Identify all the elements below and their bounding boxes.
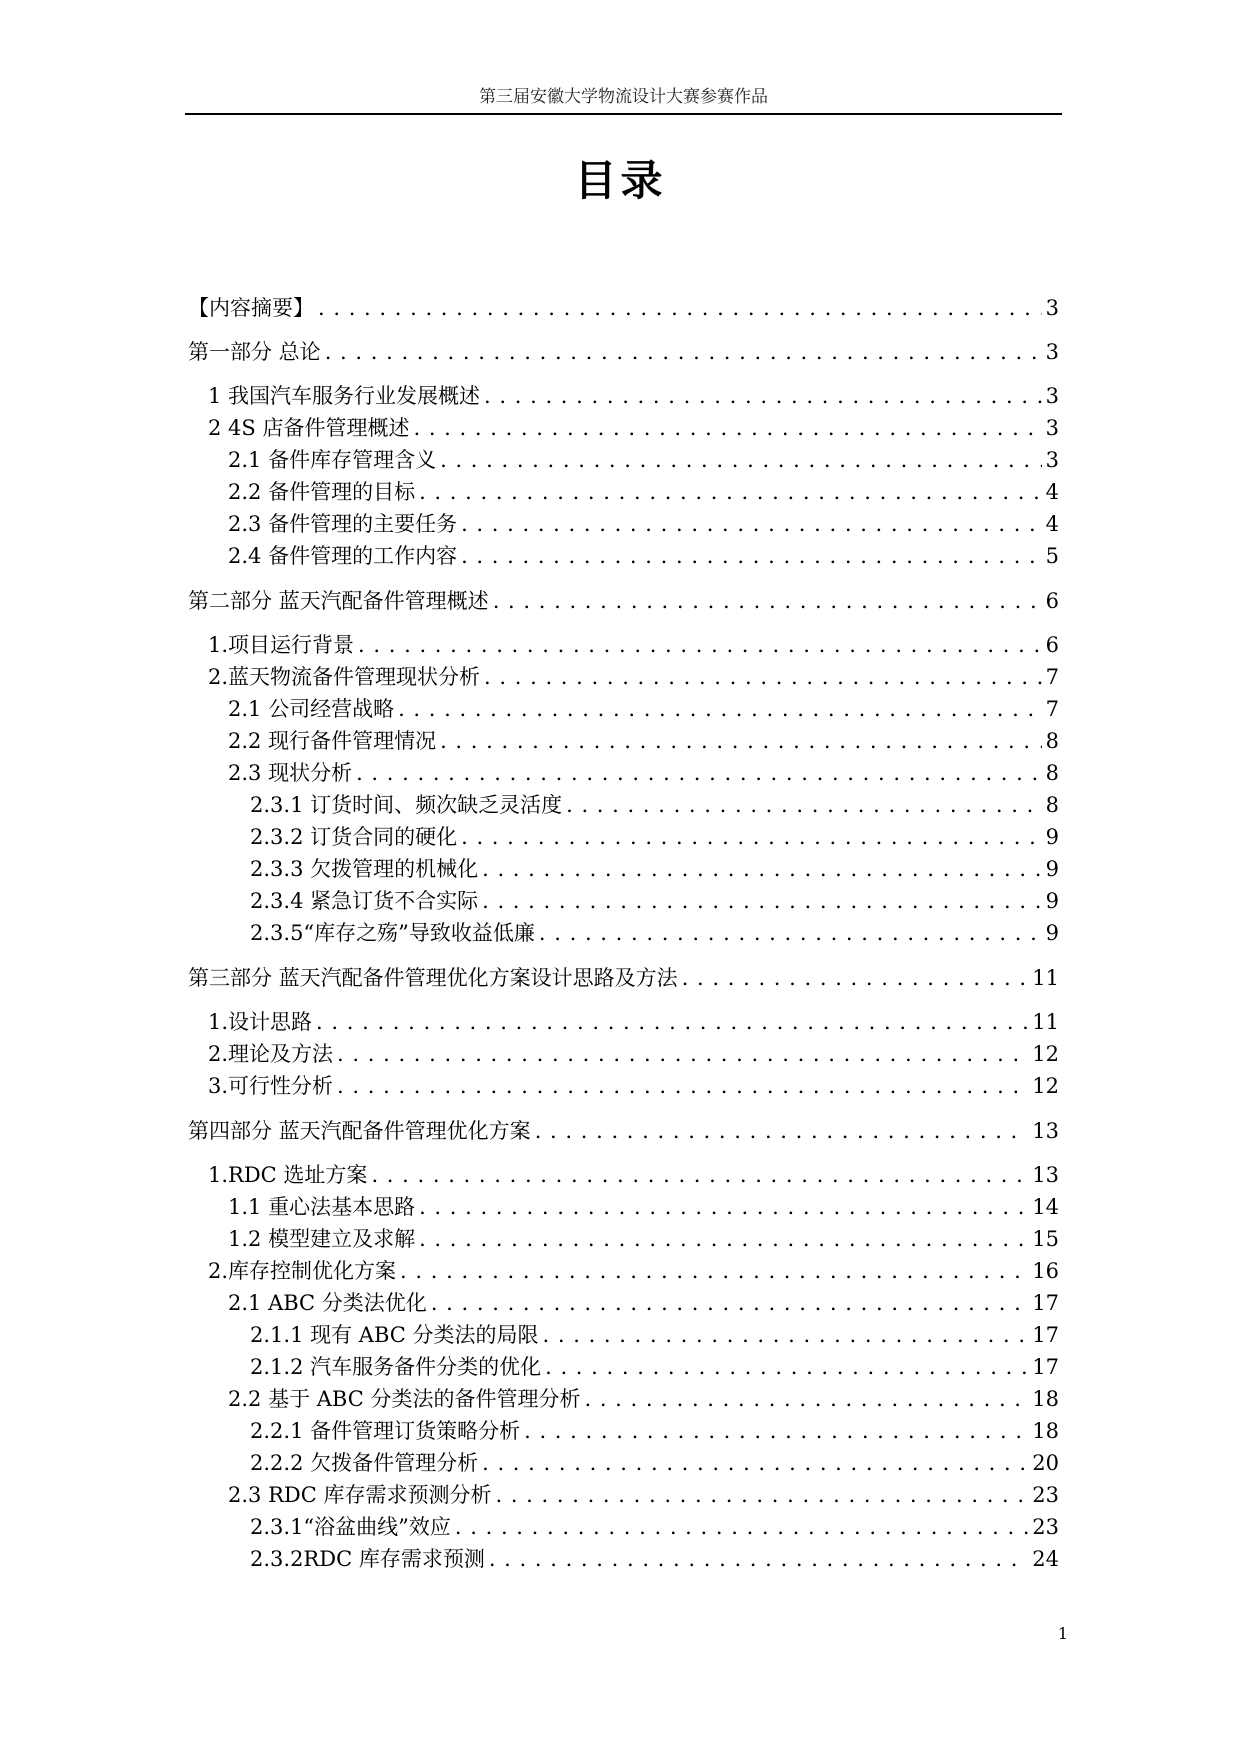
toc-entry-text: 1.项目运行背景 xyxy=(208,633,355,657)
toc-entry-text: 3.可行性分析 xyxy=(208,1074,334,1098)
toc-entry[interactable] xyxy=(208,1160,1059,1190)
toc-entry-text: 第三部分 蓝天汽配备件管理优化方案设计思路及方法 xyxy=(188,966,678,990)
dot-leader xyxy=(419,1192,1028,1222)
toc-page-number: 3 xyxy=(1045,384,1059,408)
toc-page-number: 18 xyxy=(1032,1419,1059,1443)
toc-page-number: 13 xyxy=(1032,1119,1059,1143)
toc-page-number: 15 xyxy=(1032,1227,1059,1251)
toc-entry-text: 2.3.4 紧急订货不合实际 xyxy=(250,889,479,913)
toc-entry[interactable] xyxy=(208,1256,1059,1286)
toc-entry-text: 第二部分 蓝天汽配备件管理概述 xyxy=(188,589,489,613)
toc-entry[interactable] xyxy=(228,1192,1059,1222)
toc-entry-text: 1.2 模型建立及求解 xyxy=(228,1227,416,1251)
toc-entry[interactable] xyxy=(228,1224,1059,1254)
dot-leader xyxy=(440,726,1042,756)
dot-leader xyxy=(545,1352,1028,1382)
toc-page-number: 8 xyxy=(1045,729,1059,753)
dot-leader xyxy=(461,509,1042,539)
dot-leader xyxy=(584,1384,1028,1414)
toc-entry-text: 2.3.2RDC 库存需求预测 xyxy=(250,1547,485,1571)
toc-entry[interactable] xyxy=(250,918,1059,948)
toc-entry-text: 2.2 现行备件管理情况 xyxy=(228,729,437,753)
dot-leader xyxy=(318,293,1042,323)
toc-page-number: 6 xyxy=(1045,633,1059,657)
dot-leader xyxy=(539,918,1042,948)
dot-leader xyxy=(358,630,1042,660)
toc-entry[interactable] xyxy=(208,381,1059,411)
toc-page-number: 17 xyxy=(1032,1355,1059,1379)
toc-entry[interactable] xyxy=(228,1384,1059,1414)
dot-leader xyxy=(356,758,1042,788)
toc-page-number: 23 xyxy=(1032,1515,1059,1539)
dot-leader xyxy=(524,1416,1028,1446)
toc-entry[interactable] xyxy=(250,1320,1059,1350)
toc-entry[interactable] xyxy=(208,662,1059,692)
toc-entry[interactable] xyxy=(250,886,1059,916)
dot-leader xyxy=(493,586,1042,616)
dot-leader xyxy=(566,790,1042,820)
dot-leader xyxy=(455,1512,1028,1542)
dot-leader xyxy=(484,381,1042,411)
toc-page-number: 12 xyxy=(1032,1042,1059,1066)
toc-page-number: 5 xyxy=(1045,544,1059,568)
dot-leader xyxy=(419,477,1042,507)
dot-leader xyxy=(482,854,1042,884)
toc-entry[interactable] xyxy=(208,413,1059,443)
toc-page-number: 8 xyxy=(1045,761,1059,785)
toc-page-number: 3 xyxy=(1045,416,1059,440)
toc-entry-text: 2.1 备件库存管理含义 xyxy=(228,448,437,472)
toc-entry-part2[interactable] xyxy=(188,586,1059,616)
toc-page-number: 4 xyxy=(1045,480,1059,504)
toc-entry-part1[interactable] xyxy=(188,337,1059,367)
toc-entry-text: 1.1 重心法基本思路 xyxy=(228,1195,416,1219)
toc-page-number: 18 xyxy=(1032,1387,1059,1411)
toc-page-number: 4 xyxy=(1045,512,1059,536)
dot-leader xyxy=(431,1288,1028,1318)
toc-entry-text: 2.3.2 订货合同的硬化 xyxy=(250,825,458,849)
toc-entry[interactable] xyxy=(250,1448,1059,1478)
toc-entry-text: 2.3 备件管理的主要任务 xyxy=(228,512,458,536)
dot-leader xyxy=(484,662,1042,692)
toc-entry-text: 2.1.2 汽车服务备件分类的优化 xyxy=(250,1355,542,1379)
toc-entry-text: 2 4S 店备件管理概述 xyxy=(208,416,410,440)
toc-entry[interactable] xyxy=(228,541,1059,571)
toc-page-number: 3 xyxy=(1045,340,1059,364)
toc-entry[interactable] xyxy=(228,509,1059,539)
toc-entry[interactable] xyxy=(250,790,1059,820)
toc-entry-text: 2.3 RDC 库存需求预测分析 xyxy=(228,1483,492,1507)
toc-entry-text: 第一部分 总论 xyxy=(188,340,321,364)
toc-entry[interactable] xyxy=(228,758,1059,788)
toc-page-number: 3 xyxy=(1045,296,1059,320)
toc-page-number: 11 xyxy=(1032,966,1059,990)
toc-page-number: 13 xyxy=(1032,1163,1059,1187)
toc-entry-text: 2.2 基于 ABC 分类法的备件管理分析 xyxy=(228,1387,581,1411)
toc-entry[interactable] xyxy=(228,726,1059,756)
toc-entry-text: 2.4 备件管理的工作内容 xyxy=(228,544,458,568)
toc-entry-text: 2.库存控制优化方案 xyxy=(208,1259,397,1283)
toc-page-number: 11 xyxy=(1032,1010,1059,1034)
toc-entry[interactable] xyxy=(208,630,1059,660)
toc-page-number: 16 xyxy=(1032,1259,1059,1283)
toc-entry-text: 2.3.1“浴盆曲线”效应 xyxy=(250,1515,451,1539)
dot-leader xyxy=(482,1448,1028,1478)
toc-entry[interactable] xyxy=(250,822,1059,852)
dot-leader xyxy=(371,1160,1028,1190)
toc-page-number: 9 xyxy=(1045,921,1059,945)
toc-page-number: 20 xyxy=(1032,1451,1059,1475)
toc-entry-text: 【内容摘要】 xyxy=(188,296,314,320)
toc-page-number: 17 xyxy=(1032,1323,1059,1347)
toc-page-number: 7 xyxy=(1045,665,1059,689)
dot-leader xyxy=(682,963,1029,993)
dot-leader xyxy=(413,413,1041,443)
dot-leader xyxy=(495,1480,1028,1510)
toc-page-number: 24 xyxy=(1032,1547,1059,1571)
toc-page-number: 17 xyxy=(1032,1291,1059,1315)
toc-entry[interactable] xyxy=(250,1544,1059,1574)
toc-page-number: 8 xyxy=(1045,793,1059,817)
page-number: 1 xyxy=(1057,1624,1068,1643)
dot-leader xyxy=(419,1224,1028,1254)
toc-page-number: 7 xyxy=(1045,697,1059,721)
dot-leader xyxy=(489,1544,1028,1574)
toc-entry-text: 2.1.1 现有 ABC 分类法的局限 xyxy=(250,1323,539,1347)
toc-page-number: 9 xyxy=(1045,857,1059,881)
toc-page-number: 3 xyxy=(1045,448,1059,472)
toc-entry-text: 2.2 备件管理的目标 xyxy=(228,480,416,504)
toc-entry-text: 2.2.2 欠拨备件管理分析 xyxy=(250,1451,479,1475)
toc-entry-abstract[interactable] xyxy=(188,293,1059,323)
dot-leader xyxy=(337,1071,1028,1101)
toc-page-number: 9 xyxy=(1045,825,1059,849)
toc-entry[interactable] xyxy=(228,1480,1059,1510)
dot-leader xyxy=(535,1116,1029,1146)
dot-leader xyxy=(337,1039,1028,1069)
toc-entry-part3[interactable] xyxy=(188,963,1059,993)
toc-entry-text: 2.3 现状分析 xyxy=(228,761,353,785)
toc-entry-text: 2.理论及方法 xyxy=(208,1042,334,1066)
toc-page-number: 12 xyxy=(1032,1074,1059,1098)
toc-entry-text: 1.设计思路 xyxy=(208,1010,313,1034)
toc-page-number: 14 xyxy=(1032,1195,1059,1219)
dot-leader xyxy=(316,1007,1028,1037)
toc-entry[interactable] xyxy=(228,1288,1059,1318)
toc-entry[interactable] xyxy=(208,1039,1059,1069)
toc-entry[interactable] xyxy=(208,1007,1059,1037)
toc-entry-text: 2.2.1 备件管理订货策略分析 xyxy=(250,1419,521,1443)
dot-leader xyxy=(398,694,1042,724)
toc-entry-text: 1 我国汽车服务行业发展概述 xyxy=(208,384,481,408)
running-header: 第三届安徽大学物流设计大赛参赛作品 xyxy=(479,87,768,107)
dot-leader xyxy=(543,1320,1029,1350)
toc-entry[interactable] xyxy=(228,477,1059,507)
toc-entry-text: 2.3.1 订货时间、频次缺乏灵活度 xyxy=(250,793,563,817)
dot-leader xyxy=(325,337,1042,367)
toc-entry[interactable] xyxy=(208,1071,1059,1101)
toc-entry[interactable] xyxy=(250,1512,1059,1542)
toc-page-number: 23 xyxy=(1032,1483,1059,1507)
toc-entry-text: 2.1 ABC 分类法优化 xyxy=(228,1291,427,1315)
toc-entry[interactable] xyxy=(250,1416,1059,1446)
dot-leader xyxy=(461,822,1042,852)
dot-leader xyxy=(440,445,1042,475)
toc-entry[interactable] xyxy=(228,445,1059,475)
toc-page-number: 9 xyxy=(1045,889,1059,913)
toc-entry-text: 2.3.5“库存之殇”导致收益低廉 xyxy=(250,921,535,945)
toc-page-number: 6 xyxy=(1045,589,1059,613)
toc-entry-text: 第四部分 蓝天汽配备件管理优化方案 xyxy=(188,1119,531,1143)
toc-entry-text: 2.蓝天物流备件管理现状分析 xyxy=(208,665,481,689)
toc-entry-text: 2.3.3 欠拨管理的机械化 xyxy=(250,857,479,881)
toc-entry[interactable] xyxy=(228,694,1059,724)
dot-leader xyxy=(400,1256,1028,1286)
toc-entry-text: 1.RDC 选址方案 xyxy=(208,1163,368,1187)
toc-entry[interactable] xyxy=(250,854,1059,884)
dot-leader xyxy=(482,886,1042,916)
toc-entry-text: 2.1 公司经营战略 xyxy=(228,697,395,721)
toc-entry-part4[interactable] xyxy=(188,1116,1059,1146)
page-title: 目录 xyxy=(574,156,667,205)
dot-leader xyxy=(461,541,1042,571)
toc-entry[interactable] xyxy=(250,1352,1059,1382)
